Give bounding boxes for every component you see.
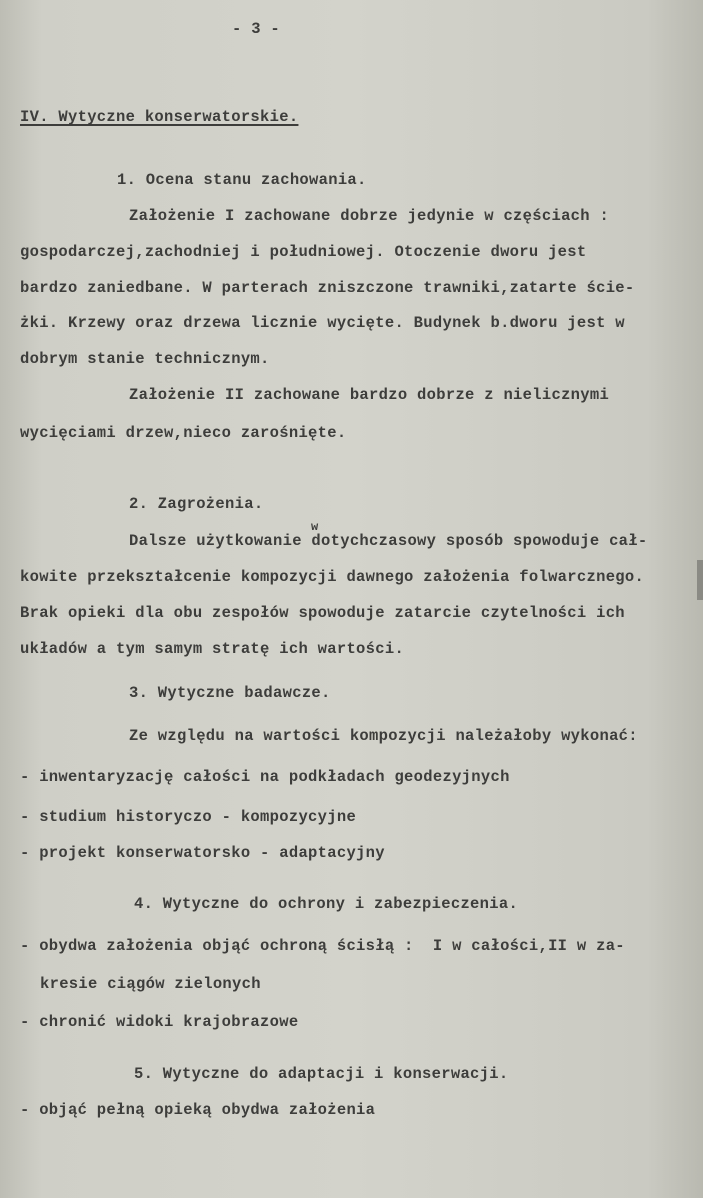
subsection-heading: 1. Ocena stanu zachowania. [117,171,367,189]
handwritten-insertion: w [311,520,319,534]
page-number: - 3 - [232,20,281,38]
list-item: - obydwa założenia objąć ochroną ścisłą : I w całości,II w za- [20,937,625,955]
subsection-heading: 5. Wytyczne do adaptacji i konserwacji. [134,1065,509,1083]
text-line: kowite przekształcenie kompozycji dawnego założenia folwarcznego. [20,568,645,586]
text-line: bardzo zaniedbane. W parterach zniszczone trawniki,zatarte ście- [20,279,635,297]
text-line: żki. Krzewy oraz drzewa licznie wycięte. Budynek b.dworu jest w [20,314,625,332]
text-line: kresie ciągów zielonych [40,975,261,993]
text-line: dobrym stanie technicznym. [20,350,270,368]
list-item: - chronić widoki krajobrazowe [20,1013,299,1031]
text-line: gospodarczej,zachodniej i południowej. Otoczenie dworu jest [20,243,587,261]
list-item: - projekt konserwatorsko - adaptacyjny [20,844,385,862]
text-line: wycięciami drzew,nieco zarośnięte. [20,424,347,442]
text-line: Brak opieki dla obu zespołów spowoduje zatarcie czytelności ich [20,604,625,622]
subsection-heading: 2. Zagrożenia. [129,495,264,513]
text-line: Ze względu na wartości kompozycji należałoby wykonać: [129,727,638,745]
list-item: - inwentaryzację całości na podkładach geodezyjnych [20,768,510,786]
text-line: Założenie I zachowane dobrze jedynie w częściach : [129,207,610,225]
subsection-heading: 4. Wytyczne do ochrony i zabezpieczenia. [134,895,519,913]
page-edge [697,560,703,600]
text-line: Założenie II zachowane bardzo dobrze z nielicznymi [129,386,610,404]
list-item: - studium historyczo - kompozycyjne [20,808,357,826]
subsection-heading: 3. Wytyczne badawcze. [129,684,331,702]
list-item: - objąć pełną opieką obydwa założenia [20,1101,376,1119]
section-title: IV. Wytyczne konserwatorskie. [20,108,299,126]
text-line: układów a tym samym stratę ich wartości. [20,640,405,658]
text-line: Dalsze użytkowanie dotychczasowy sposób spowoduje cał- [129,532,648,550]
